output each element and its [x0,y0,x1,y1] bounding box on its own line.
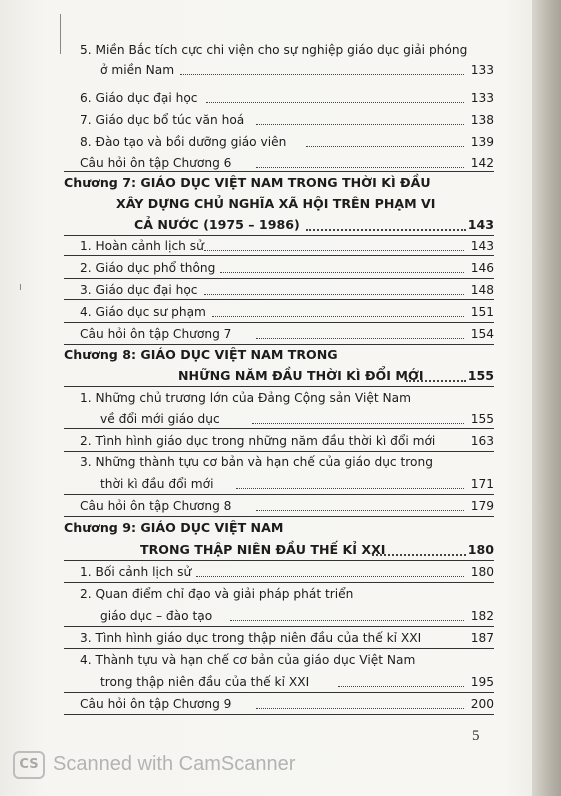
toc-entry[interactable] [100,411,494,427]
toc-page-number: 133 [470,63,494,77]
chapter-title: CẢ NƯỚC (1975 – 1986) [134,217,300,232]
dot-leader [204,294,464,295]
section-rule [64,494,494,495]
toc-entry-text: ở miền Nam [100,63,175,77]
toc-page-number: 171 [470,477,494,491]
chapter-title: TRONG THẬP NIÊN ĐẦU THẾ KỈ XXI [140,542,386,557]
toc-entry-text: Câu hỏi ôn tập Chương 6 [80,156,232,170]
dot-leader [220,272,464,273]
toc-entry[interactable] [80,696,494,712]
dot-leader [236,488,464,489]
scanner-watermark-text: Scanned with CamScanner [53,753,296,775]
toc-page-number: 180 [467,542,494,557]
dot-leader [256,167,464,168]
dot-leader [256,708,464,709]
toc-page-number: 195 [470,675,494,689]
toc-entry-text: Câu hỏi ôn tập Chương 7 [80,327,232,341]
toc-entry[interactable] [80,155,494,171]
chapter-heading-continued[interactable] [134,217,494,233]
section-rule [64,428,494,429]
dot-leader [406,380,466,382]
toc-entry[interactable] [80,454,494,470]
dot-leader [230,620,464,621]
toc-entry-text: về đổi mới giáo dục [100,412,220,426]
toc-entry-text: 3. Tình hình giáo dục trong thập niên đầu của thế kỉ XXI [80,631,422,645]
toc-page-number: 139 [470,135,494,149]
dot-leader [252,423,464,424]
toc-page-number: 155 [470,412,494,426]
toc-page-number: 163 [470,434,494,448]
toc-page-number: 146 [470,261,494,275]
section-rule [64,648,494,649]
toc-entry[interactable] [80,326,494,342]
toc-entry-text: 2. Tình hình giáo dục trong những năm đầu thời kì đổi mới [80,434,436,448]
toc-page-number: 200 [470,697,494,711]
toc-entry-text: 7. Giáo dục bổ túc văn hoá [80,113,245,127]
toc-entry[interactable] [80,238,494,254]
toc-entry[interactable] [80,134,494,150]
toc-page-number: 133 [470,91,494,105]
toc-entry-text: 2. Quan điểm chỉ đạo và giải pháp phát triển [80,587,354,601]
toc-entry[interactable] [80,630,494,646]
section-rule [64,255,494,256]
page-number: 5 [472,728,480,744]
toc-entry-text: 6. Giáo dục đại học [80,91,198,105]
chapter-title: NHỮNG NĂM ĐẦU THỜI KÌ ĐỔI MỚI [178,368,424,383]
toc-page-number: 142 [470,156,494,170]
toc-entry[interactable] [80,282,494,298]
toc-entry[interactable] [80,433,494,449]
toc-page-number: 182 [470,609,494,623]
chapter-heading-continued[interactable] [140,542,494,558]
section-rule [64,322,494,323]
toc-page-number: 180 [470,565,494,579]
toc-entry-text: giáo dục – đào tạo [100,609,213,623]
toc-entry[interactable] [80,304,494,320]
chapter-heading[interactable] [64,347,494,363]
dot-leader [212,316,464,317]
dot-leader [372,554,466,556]
toc-entry[interactable] [80,260,494,276]
toc-entry[interactable] [80,42,494,58]
chapter-heading[interactable] [64,520,494,536]
toc-page-number: 151 [470,305,494,319]
toc-page-number: 154 [470,327,494,341]
page-edge-mark [20,284,21,290]
toc-entry-text: thời kì đầu đổi mới [100,477,214,491]
toc-entry-text: 4. Thành tựu và hạn chế cơ bản của giáo dục Việt Nam [80,653,416,667]
toc-entry[interactable] [100,476,494,492]
page-edge-mark [60,14,61,54]
toc-page-number: 179 [470,499,494,513]
toc-entry-text: 5. Miền Bắc tích cực chi viện cho sự nghiệp giáo dục giải phóng [80,43,468,57]
section-rule [64,626,494,627]
toc-page-number: 187 [470,631,494,645]
toc-entry[interactable] [100,674,494,690]
toc-entry-text: 1. Hoàn cảnh lịch sử [80,239,204,253]
camscanner-logo-icon: CS [13,751,45,779]
toc-entry-text: trong thập niên đầu của thế kỉ XXI [100,675,310,689]
toc-entry[interactable] [80,112,494,128]
chapter-heading-continued [116,196,494,212]
dot-leader [338,686,464,687]
section-rule [64,516,494,517]
dot-leader [206,102,464,103]
dot-leader [306,146,464,147]
toc-entry-text: 4. Giáo dục sư phạm [80,305,206,319]
section-rule [64,692,494,693]
dot-leader [256,338,464,339]
toc-entry-text: Câu hỏi ôn tập Chương 9 [80,697,232,711]
toc-entry-text: 3. Giáo dục đại học [80,283,198,297]
toc-entry-text: 3. Những thành tựu cơ bản và hạn chế của giáo dục trong [80,455,433,469]
section-rule [64,560,494,561]
dot-leader [256,124,464,125]
toc-page-number: 143 [467,217,494,232]
chapter-title: XÂY DỰNG CHỦ NGHĨA XÃ HỘI TRÊN PHẠM VI [116,196,436,211]
section-rule [64,386,494,387]
chapter-heading-continued[interactable] [178,368,494,384]
toc-entry[interactable] [80,498,494,514]
dot-leader [204,250,464,251]
section-rule [64,299,494,300]
toc-entry-text: Câu hỏi ôn tập Chương 8 [80,499,232,513]
section-rule [64,278,494,279]
chapter-title: Chương 8: GIÁO DỤC VIỆT NAM TRONG [64,347,338,362]
toc-entry-text: 1. Bối cảnh lịch sử [80,565,192,579]
book-spine [532,0,561,796]
chapter-heading[interactable] [64,175,494,191]
chapter-title: Chương 7: GIÁO DỤC VIỆT NAM TRONG THỜI KÌ ĐẦU [64,175,431,190]
dot-leader [306,229,466,231]
section-rule [64,582,494,583]
section-rule [64,451,494,452]
dot-leader [196,576,464,577]
section-rule [64,344,494,345]
toc-page-number: 138 [470,113,494,127]
toc-entry-text: 2. Giáo dục phổ thông [80,261,216,275]
scanner-watermark [0,746,561,796]
toc-entry[interactable] [80,90,494,106]
toc-page-number: 143 [470,239,494,253]
toc-entry-text: 1. Những chủ trương lớn của Đảng Cộng sản Việt Nam [80,391,411,405]
chapter-title: Chương 9: GIÁO DỤC VIỆT NAM [64,520,284,535]
dot-leader [180,74,464,75]
toc-page-number: 148 [470,283,494,297]
toc-entry-text: 8. Đào tạo và bồi dưỡng giáo viên [80,135,287,149]
toc-entry[interactable] [80,586,494,602]
toc-entry[interactable] [100,608,494,624]
toc-entry[interactable] [80,390,494,406]
toc-page-number: 155 [467,368,494,383]
section-rule [64,714,494,715]
dot-leader [256,510,464,511]
section-rule [64,171,494,172]
section-rule [64,235,494,236]
toc-entry[interactable] [80,652,494,668]
toc-entry[interactable] [100,62,494,78]
toc-entry[interactable] [80,564,494,580]
